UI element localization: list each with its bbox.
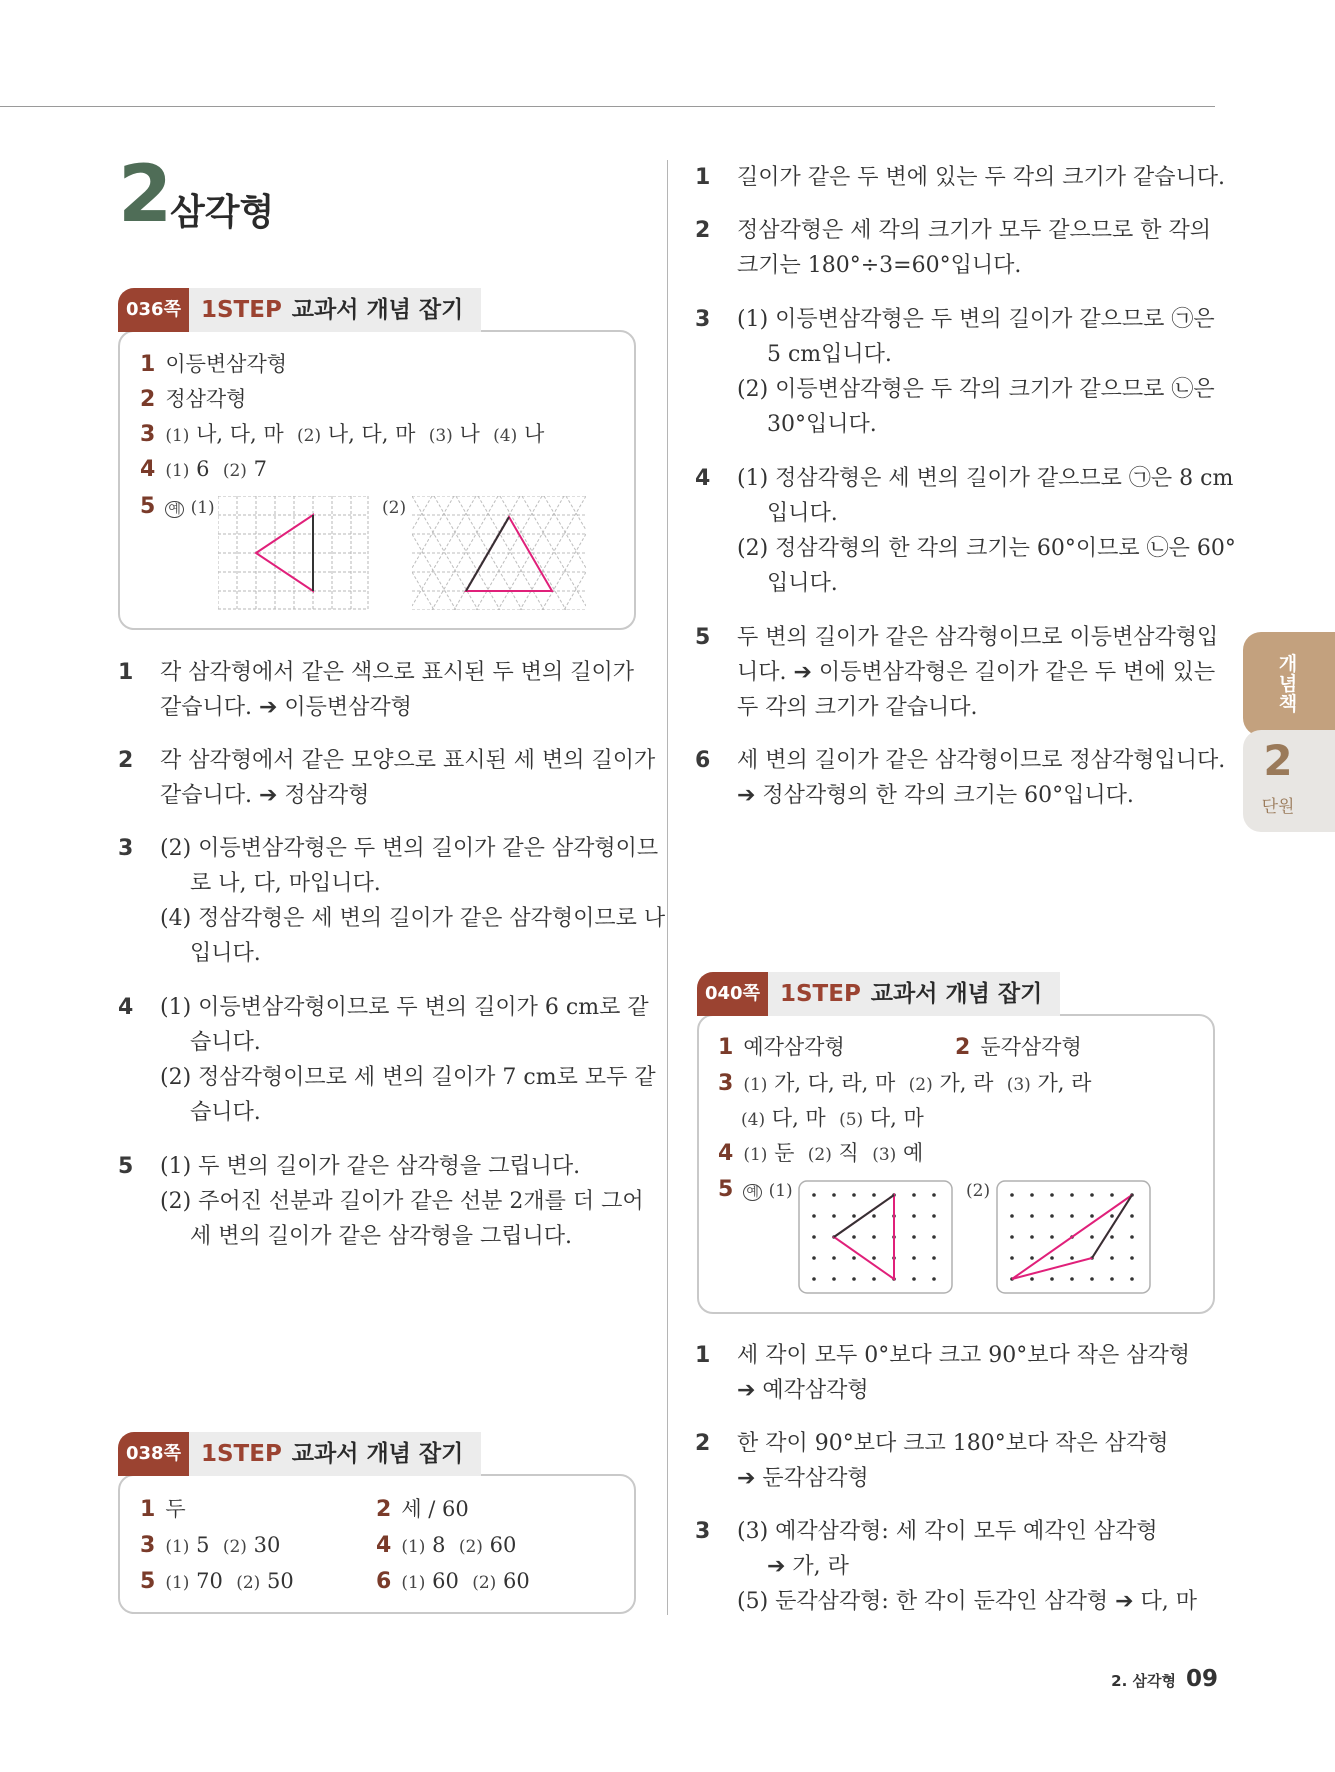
explanation-item: 1 세 각이 모두 0°보다 크고 90°보다 작은 삼각형 ➔ 예각삼각형: [695, 1343, 1190, 1403]
answer-item: 2 세 / 60: [376, 1497, 469, 1522]
square-grid-figure: [218, 496, 370, 610]
answer-item: 3 (1) 5 (2) 30: [140, 1533, 281, 1558]
section-header-036: [118, 288, 481, 332]
answer-item: 5 (1) 70 (2) 50: [140, 1569, 294, 1594]
answer-item: 5 예 (1): [718, 1177, 793, 1202]
section-step: 1STEP: [200, 1441, 282, 1467]
explanation-item: 6 세 변의 길이가 같은 삼각형이므로 정삼각형입니다. ➔ 정삼각형의 한 각의 크기는 60°입니다.: [695, 748, 1226, 808]
answer-item: 4 (1) 6 (2) 7: [140, 457, 267, 482]
section-step: 1STEP: [779, 981, 861, 1007]
explanation-item: 3 (3) 예각삼각형: 세 각이 모두 예각인 삼각형 ➔ 가, 라 (5) 둔각삼각형: 한 각이 둔각인 삼각형 ➔ 다, 마: [695, 1519, 1197, 1614]
answer-item: 5 예 (1): [140, 494, 215, 519]
answer-item: (4) 다, 마 (5) 다, 마: [741, 1106, 924, 1130]
unit-number: 2: [1263, 736, 1293, 785]
section-page-badge: 040쪽: [697, 972, 768, 1016]
explanation-item: 1 각 삼각형에서 같은 색으로 표시된 두 변의 길이가 같습니다. ➔ 이등변삼각형: [118, 660, 634, 720]
explanation-item: 4 (1) 이등변삼각형이므로 두 변의 길이가 6 cm로 같 습니다. (2) 정삼각형이므로 세 변의 길이가 7 cm로 모두 같 습니다.: [118, 995, 656, 1125]
side-tab-unit[interactable]: [1243, 730, 1335, 832]
answer-item: 4 (1) 8 (2) 60: [376, 1533, 517, 1558]
answer-item: 2 정삼각형: [140, 387, 247, 412]
section-label: 교과서 개념 잡기: [870, 981, 1043, 1007]
explanation-item: 5 (1) 두 변의 길이가 같은 삼각형을 그립니다. (2) 주어진 선분과 길이가 같은 선분 2개를 더 그어 세 변의 길이가 같은 삼각형을 그립니다.: [118, 1154, 644, 1249]
section-label: 교과서 개념 잡기: [291, 297, 464, 323]
dot-grid-figure: [996, 1180, 1151, 1294]
top-rule: [0, 106, 1215, 107]
answer-item: (2): [966, 1181, 991, 1201]
explanation-item: 5 두 변의 길이가 같은 삼각형이므로 이등변삼각형입 니다. ➔ 이등변삼각형은 길이가 같은 두 변에 있는 두 각의 크기가 같습니다.: [695, 625, 1219, 720]
answer-item: 2 둔각삼각형: [955, 1035, 1082, 1060]
answer-item: 1 이등변삼각형: [140, 352, 288, 377]
explanation-item: 3 (2) 이등변삼각형은 두 변의 길이가 같은 삼각형이므 로 나, 다, 마입니다. (4) 정삼각형은 세 변의 길이가 같은 삼각형이므로 나 입니다.: [118, 836, 666, 966]
chapter-title: 삼각형: [170, 192, 275, 233]
section-header-040: [697, 972, 1060, 1016]
page-number: 09: [1185, 1666, 1218, 1692]
explanation-item: 1 길이가 같은 두 변에 있는 두 각의 크기가 같습니다.: [695, 165, 1225, 190]
answer-item: 6 (1) 60 (2) 60: [376, 1569, 530, 1594]
dot-grid-figure: [798, 1180, 953, 1294]
answer-item: 1 예각삼각형: [718, 1035, 845, 1060]
unit-label: 단원: [1261, 797, 1295, 817]
section-header-038: [118, 1432, 481, 1476]
explanation-item: 3 (1) 이등변삼각형은 두 변의 길이가 같으므로 ㉠은 5 cm입니다. (2) 이등변삼각형은 두 각의 크기가 같으므로 ㉡은 30°입니다.: [695, 307, 1215, 437]
side-tab-book-label: 개념책: [1278, 653, 1298, 715]
section-tab: [768, 972, 1060, 1016]
section-step: 1STEP: [200, 297, 282, 323]
section-page-badge: 038쪽: [118, 1432, 189, 1476]
section-page-badge: 036쪽: [118, 288, 189, 332]
answer-item: 1 두: [140, 1497, 186, 1522]
section-tab: [189, 1432, 481, 1476]
column-divider: [667, 160, 668, 1615]
section-label: 교과서 개념 잡기: [291, 1441, 464, 1467]
answer-item: 3 (1) 나, 다, 마 (2) 나, 다, 마 (3) 나 (4) 나: [140, 422, 545, 447]
explanation-item: 2 정삼각형은 세 각의 크기가 모두 같으므로 한 각의 크기는 180°÷3=60°입니다.: [695, 218, 1211, 278]
chapter-number: 2: [118, 150, 171, 240]
side-tab-book[interactable]: [1243, 632, 1335, 736]
explanation-item: 4 (1) 정삼각형은 세 변의 길이가 같으므로 ㉠은 8 cm 입니다. (2) 정삼각형의 한 각의 크기는 60°이므로 ㉡은 60° 입니다.: [695, 466, 1236, 596]
explanation-item: 2 한 각이 90°보다 크고 180°보다 작은 삼각형 ➔ 둔각삼각형: [695, 1431, 1169, 1491]
answer-item: 3 (1) 가, 다, 라, 마 (2) 가, 라 (3) 가, 라: [718, 1071, 1092, 1096]
answer-item: 4 (1) 둔 (2) 직 (3) 예: [718, 1141, 924, 1166]
triangle-grid-figure: [412, 496, 586, 610]
footer-chapter: 2. 삼각형: [1111, 1672, 1176, 1690]
answer-item: (2): [382, 498, 407, 518]
explanation-item: 2 각 삼각형에서 같은 모양으로 표시된 세 변의 길이가 같습니다. ➔ 정삼각형: [118, 748, 656, 808]
page-footer: [1111, 1666, 1218, 1692]
section-tab: [189, 288, 481, 332]
